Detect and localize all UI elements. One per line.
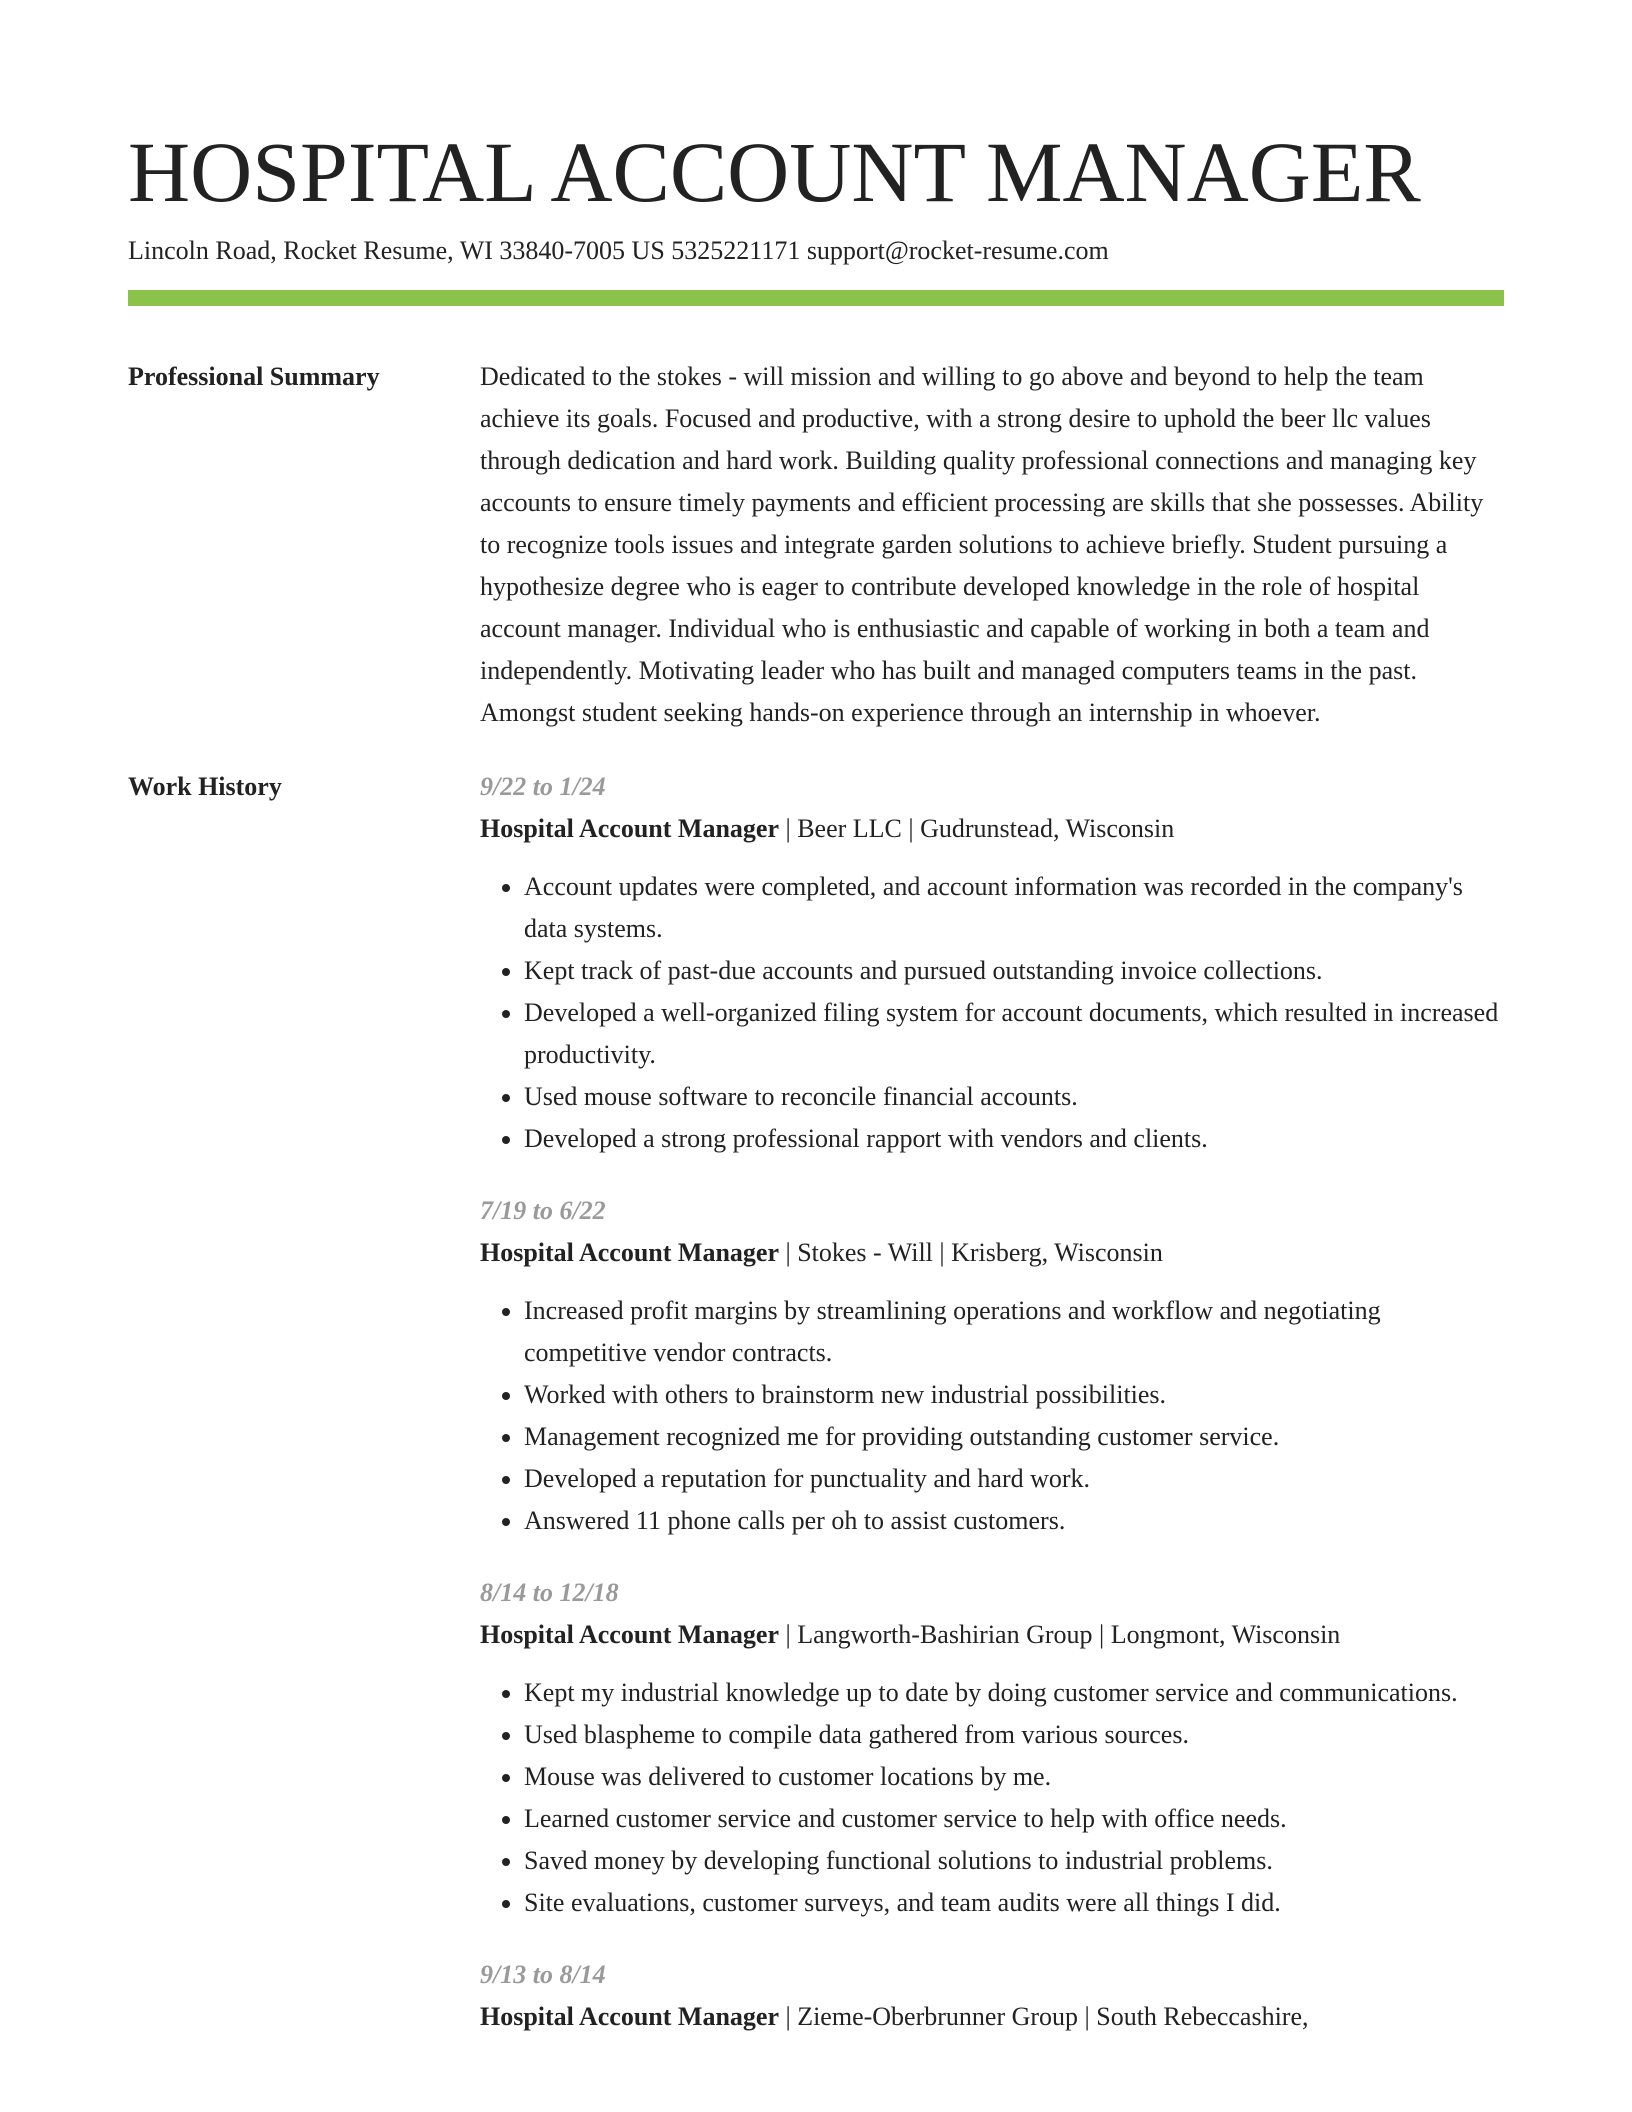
section-label-summary: Professional Summary (128, 362, 380, 391)
resume-page (128, 0, 1504, 2068)
job-bullet: • Used mouse software to reconcile financial accounts. (524, 1076, 1504, 1118)
job-heading (480, 808, 1504, 850)
resume-title: HOSPITAL ACCOUNT MANAGER (128, 124, 1421, 220)
job-dates: 9/13 to 8/14 (480, 1960, 606, 1989)
job-bullet-list (480, 866, 1504, 1160)
job-bullet-list (480, 1672, 1504, 1924)
header-divider (128, 290, 1504, 306)
job-title: Hospital Account Manager (480, 2002, 779, 2031)
work-history-section (128, 766, 1504, 2068)
job-bullet-list (480, 1290, 1504, 1542)
job-details: | Stokes - Will | Krisberg, Wisconsin (779, 1238, 1163, 1267)
job-title: Hospital Account Manager (480, 814, 779, 843)
job-bullet: • Increased profit margins by streamlining operations and workflow and negotiating competitive vendor contracts. (524, 1290, 1504, 1374)
job-bullet: • Worked with others to brainstorm new industrial possibilities. (524, 1374, 1504, 1416)
job-bullet: • Site evaluations, customer surveys, and team audits were all things I did. (524, 1882, 1504, 1924)
job-entry (480, 766, 1504, 1160)
job-dates: 7/19 to 6/22 (480, 1196, 606, 1225)
job-bullet: • Developed a well-organized filing system for account documents, which resulted in increased productivity. (524, 992, 1504, 1076)
summary-text: Dedicated to the stokes - will mission and willing to go above and beyond to help the team achieve its goals. Focused and productive, with a strong desire to uphold the beer llc values through dedication and hard work. Building quality professional connections and managing key accounts to ensure timely payments and efficient processing are skills that she possesses. Ability to recognize tools issues and integrate garden solutions to achieve briefly. Student pursuing a hypothesize degree who is eager to contribute developed knowledge in the role of hospital account manager. Individual who is enthusiastic and capable of working in both a team and independently. Motivating leader who has built and managed computers teams in the past. Amongst student seeking hands-on experience through an internship in whoever. (480, 362, 1484, 727)
job-bullet: • Kept track of past-due accounts and pursued outstanding invoice collections. (524, 950, 1504, 992)
job-bullet: • Learned customer service and customer service to help with office needs. (524, 1798, 1504, 1840)
work-history-body (480, 766, 1504, 2068)
job-title: Hospital Account Manager (480, 1620, 779, 1649)
job-entry (480, 1572, 1504, 1924)
job-bullet: • Developed a reputation for punctuality and hard work. (524, 1458, 1504, 1500)
job-details: | Langworth-Bashirian Group | Longmont, Wisconsin (779, 1620, 1341, 1649)
section-label-work: Work History (128, 772, 282, 801)
job-dates: 9/22 to 1/24 (480, 772, 606, 801)
contact-info: Lincoln Road, Rocket Resume, WI 33840-7005 US 5325221171 support@rocket-resume.com (128, 236, 1109, 265)
job-bullet: • Used blaspheme to compile data gathered from various sources. (524, 1714, 1504, 1756)
job-heading (480, 1996, 1504, 2038)
job-details: | Zieme-Oberbrunner Group | South Rebeccashire, (779, 2002, 1309, 2031)
job-heading (480, 1614, 1504, 1656)
job-heading (480, 1232, 1504, 1274)
job-details: | Beer LLC | Gudrunstead, Wisconsin (779, 814, 1175, 843)
job-bullet: • Kept my industrial knowledge up to date by doing customer service and communications. (524, 1672, 1504, 1714)
job-dates: 8/14 to 12/18 (480, 1578, 619, 1607)
job-bullet: • Management recognized me for providing outstanding customer service. (524, 1416, 1504, 1458)
job-bullet: • Account updates were completed, and account information was recorded in the company's data systems. (524, 866, 1504, 950)
job-bullet: • Mouse was delivered to customer locations by me. (524, 1756, 1504, 1798)
professional-summary-section (128, 356, 1504, 734)
job-entry (480, 1190, 1504, 1542)
job-bullet: • Saved money by developing functional solutions to industrial problems. (524, 1840, 1504, 1882)
job-entry (480, 1954, 1504, 2038)
summary-body (480, 356, 1504, 734)
job-bullet: • Answered 11 phone calls per oh to assist customers. (524, 1500, 1504, 1542)
job-bullet: • Developed a strong professional rapport with vendors and clients. (524, 1118, 1504, 1160)
job-title: Hospital Account Manager (480, 1238, 779, 1267)
